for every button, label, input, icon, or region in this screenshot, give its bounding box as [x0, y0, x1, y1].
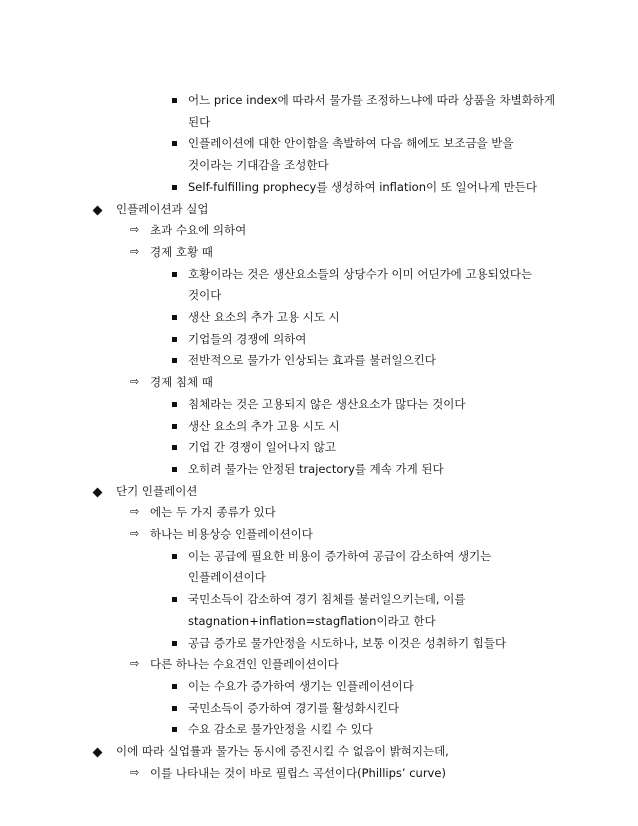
outline-item-line: Self-fulfilling prophecy를 생성하여 inflation이 또 일어나게 만든다 [188, 179, 537, 194]
square-bullet-icon [172, 641, 177, 646]
outline-item-line: 다른 하나는 수요견인 인플레이션이다 [150, 657, 339, 672]
arrow-bullet-icon: ⇨ [130, 375, 140, 389]
outline-item-line: 전반적으로 물가가 인상되는 효과를 불러일으킨다 [188, 353, 436, 368]
outline-item-line: 이는 공급에 필요한 비용이 증가하여 공급이 감소하여 생기는 [188, 548, 492, 563]
outline-item-line: 이를 나타내는 것이 바로 필립스 곡선이다(Phillips’ curve) [150, 765, 446, 780]
outline-item-line: 수요 감소로 물가안정을 시킬 수 있다 [188, 722, 373, 737]
square-bullet-icon [172, 315, 177, 320]
diamond-bullet-icon [93, 487, 103, 497]
outline-item-line: 국민소득이 증가하여 경기를 활성화시킨다 [188, 700, 399, 715]
outline-item-line: 이에 따라 실업률과 물가는 동시에 증진시킬 수 없음이 밝혀지는데, [116, 744, 449, 758]
square-bullet-icon [172, 445, 177, 450]
square-bullet-icon [172, 706, 177, 711]
outline-item-line: 경제 호황 때 [150, 244, 213, 259]
square-bullet-icon [172, 358, 177, 363]
square-bullet-icon [172, 272, 177, 277]
outline-item-line: 에는 두 가지 종류가 있다 [150, 505, 276, 520]
outline-item-line: 호황이라는 것은 생산요소들의 상당수가 이미 어딘가에 고용되었다는 [188, 266, 533, 281]
outline-item-line: 어느 price index에 따라서 물가를 조정하느냐에 따라 상품을 차별화하게 [188, 93, 556, 107]
outline-item-line: 초과 수요에 의하여 [150, 223, 247, 238]
outline-item-line: 인플레이션과 실업 [116, 201, 209, 216]
arrow-bullet-icon: ⇨ [130, 505, 140, 519]
square-bullet-icon [172, 424, 177, 429]
outline-item-line: 국민소득이 감소하여 경기 침체를 불러일으키는데, 이를 [188, 592, 466, 607]
outline-item-line: 생산 요소의 추가 고용 시도 시 [188, 418, 340, 433]
outline-item-line: 침체라는 것은 고용되지 않은 생산요소가 많다는 것이다 [188, 396, 466, 411]
diamond-bullet-icon [93, 748, 103, 758]
square-bullet-icon [172, 98, 177, 103]
outline-item-line: 인플레이션이다 [188, 570, 266, 585]
outline-item-line: 이는 수요가 증가하여 생기는 인플레이션이다 [188, 678, 414, 693]
square-bullet-icon [172, 554, 177, 559]
arrow-bullet-icon: ⇨ [130, 527, 140, 540]
square-bullet-icon [172, 402, 177, 407]
outline-item-line: 인플레이션에 대한 안이함을 촉발하여 다음 해에도 보조금을 받을 [188, 136, 514, 151]
square-bullet-icon [172, 141, 177, 146]
outline-item-line: 단기 인플레이션 [116, 483, 198, 498]
square-bullet-icon [172, 684, 177, 689]
outline-item-line: 하나는 비용상승 인플레이션이다 [150, 527, 313, 541]
outline-item-line: 오히려 물가는 안정된 trajectory를 계속 가게 된다 [188, 461, 444, 476]
arrow-bullet-icon: ⇨ [130, 244, 140, 258]
square-bullet-icon [172, 727, 177, 732]
square-bullet-icon [172, 467, 177, 472]
arrow-bullet-icon: ⇨ [130, 223, 140, 237]
outline-item-line: 된다 [188, 114, 211, 129]
outline-item-line: stagnation+inflation=stagflation이라고 한다 [188, 613, 436, 628]
outline-item-line: 기업 간 경쟁이 일어나지 않고 [188, 440, 336, 455]
square-bullet-icon [172, 597, 177, 602]
outline-item-line: 것이라는 기대감을 조성한다 [188, 158, 329, 173]
square-bullet-icon [172, 337, 177, 342]
arrow-bullet-icon: ⇨ [130, 765, 140, 779]
outline-item-line: 경제 침체 때 [150, 375, 213, 390]
outline-item-line: 생산 요소의 추가 고용 시도 시 [188, 310, 340, 324]
outline-item-line: 공급 증가로 물가안정을 시도하나, 보통 이것은 성취하기 힘들다 [188, 635, 507, 650]
outline-item-line: 것이다 [188, 288, 222, 303]
diamond-bullet-icon [93, 205, 103, 215]
arrow-bullet-icon: ⇨ [130, 657, 140, 671]
outline-item-line: 기업들의 경쟁에 의하여 [188, 331, 307, 346]
square-bullet-icon [172, 185, 177, 190]
